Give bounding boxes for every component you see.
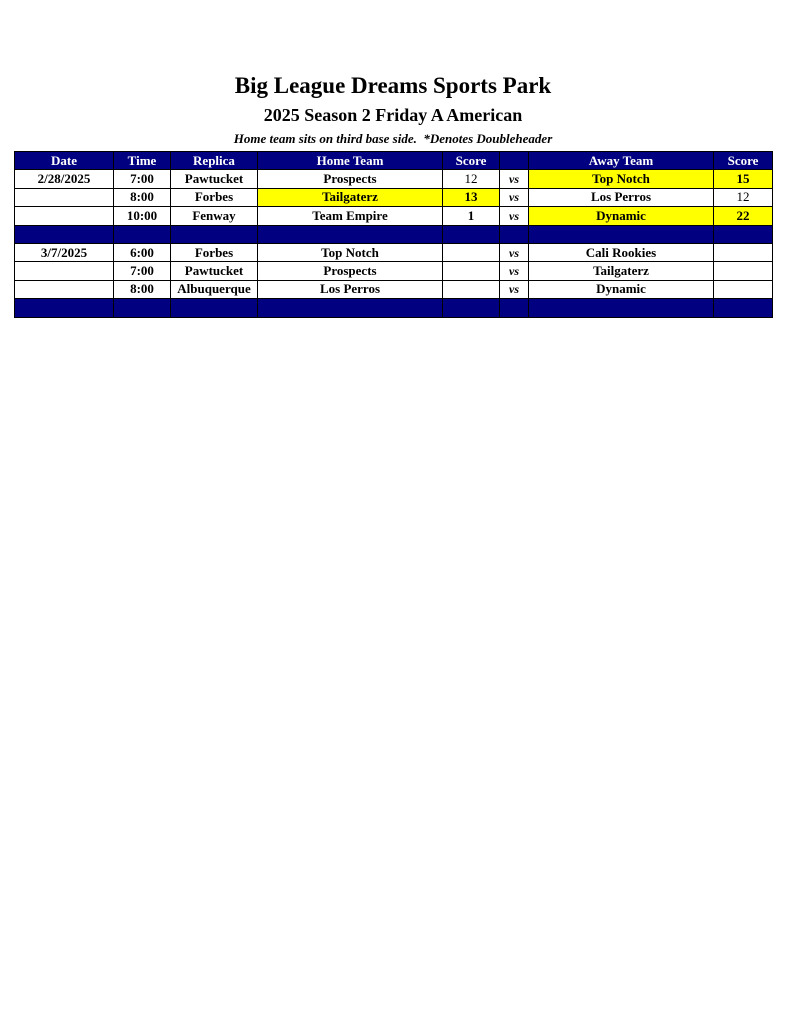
cell-home-team: Top Notch	[258, 243, 443, 261]
cell-replica: Forbes	[171, 243, 258, 261]
schedule-table	[14, 151, 773, 318]
cell-home-team: Tailgaterz	[258, 188, 443, 206]
cell-date: 3/7/2025	[15, 243, 114, 261]
col-header-away-score: Score	[714, 152, 773, 170]
week-separator-row	[15, 299, 773, 317]
cell-replica: Pawtucket	[171, 262, 258, 280]
table-row	[15, 188, 773, 206]
cell-time: 8:00	[114, 280, 171, 298]
cell-home-team: Los Perros	[258, 280, 443, 298]
cell-away-score: 12	[714, 188, 773, 206]
cell-home-team: Prospects	[258, 262, 443, 280]
cell-time: 10:00	[114, 207, 171, 225]
cell-vs: vs	[500, 262, 529, 280]
table-header-row	[15, 152, 773, 170]
cell-home-score	[443, 280, 500, 298]
cell-vs: vs	[500, 207, 529, 225]
cell-vs: vs	[500, 280, 529, 298]
col-header-home-team: Home Team	[258, 152, 443, 170]
cell-away-score	[714, 262, 773, 280]
cell-date	[15, 280, 114, 298]
table-row	[15, 207, 773, 225]
cell-home-score: 13	[443, 188, 500, 206]
cell-away-score: 15	[714, 170, 773, 188]
week-separator-row	[15, 225, 773, 243]
table-row	[15, 280, 773, 298]
col-header-replica: Replica	[171, 152, 258, 170]
cell-away-team: Cali Rookies	[529, 243, 714, 261]
table-row	[15, 262, 773, 280]
col-header-time: Time	[114, 152, 171, 170]
page-subtitle: 2025 Season 2 Friday A American	[263, 105, 523, 125]
cell-home-team: Team Empire	[258, 207, 443, 225]
cell-vs: vs	[500, 188, 529, 206]
cell-home-score	[443, 262, 500, 280]
table-row	[15, 170, 773, 188]
table-row	[15, 243, 773, 261]
cell-time: 7:00	[114, 170, 171, 188]
cell-away-team: Los Perros	[529, 188, 714, 206]
cell-time: 8:00	[114, 188, 171, 206]
cell-home-score: 12	[443, 170, 500, 188]
cell-away-team: Tailgaterz	[529, 262, 714, 280]
cell-time: 7:00	[114, 262, 171, 280]
cell-replica: Fenway	[171, 207, 258, 225]
cell-date	[15, 207, 114, 225]
cell-home-score: 1	[443, 207, 500, 225]
cell-time: 6:00	[114, 243, 171, 261]
cell-replica: Albuquerque	[171, 280, 258, 298]
col-header-away-team: Away Team	[529, 152, 714, 170]
cell-replica: Forbes	[171, 188, 258, 206]
col-header-home-score: Score	[443, 152, 500, 170]
cell-away-team: Dynamic	[529, 280, 714, 298]
cell-date	[15, 262, 114, 280]
cell-away-team: Dynamic	[529, 207, 714, 225]
col-header-vs	[500, 152, 529, 170]
cell-date	[15, 188, 114, 206]
cell-vs: vs	[500, 170, 529, 188]
cell-away-score	[714, 280, 773, 298]
cell-away-score: 22	[714, 207, 773, 225]
cell-date: 2/28/2025	[15, 170, 114, 188]
cell-away-score	[714, 243, 773, 261]
cell-vs: vs	[500, 243, 529, 261]
cell-home-team: Prospects	[258, 170, 443, 188]
page-title: Big League Dreams Sports Park	[234, 73, 552, 98]
cell-away-team: Top Notch	[529, 170, 714, 188]
cell-replica: Pawtucket	[171, 170, 258, 188]
cell-home-score	[443, 243, 500, 261]
schedule-note: Home team sits on third base side. *Denotes Doubleheader	[233, 131, 553, 146]
col-header-date: Date	[15, 152, 114, 170]
